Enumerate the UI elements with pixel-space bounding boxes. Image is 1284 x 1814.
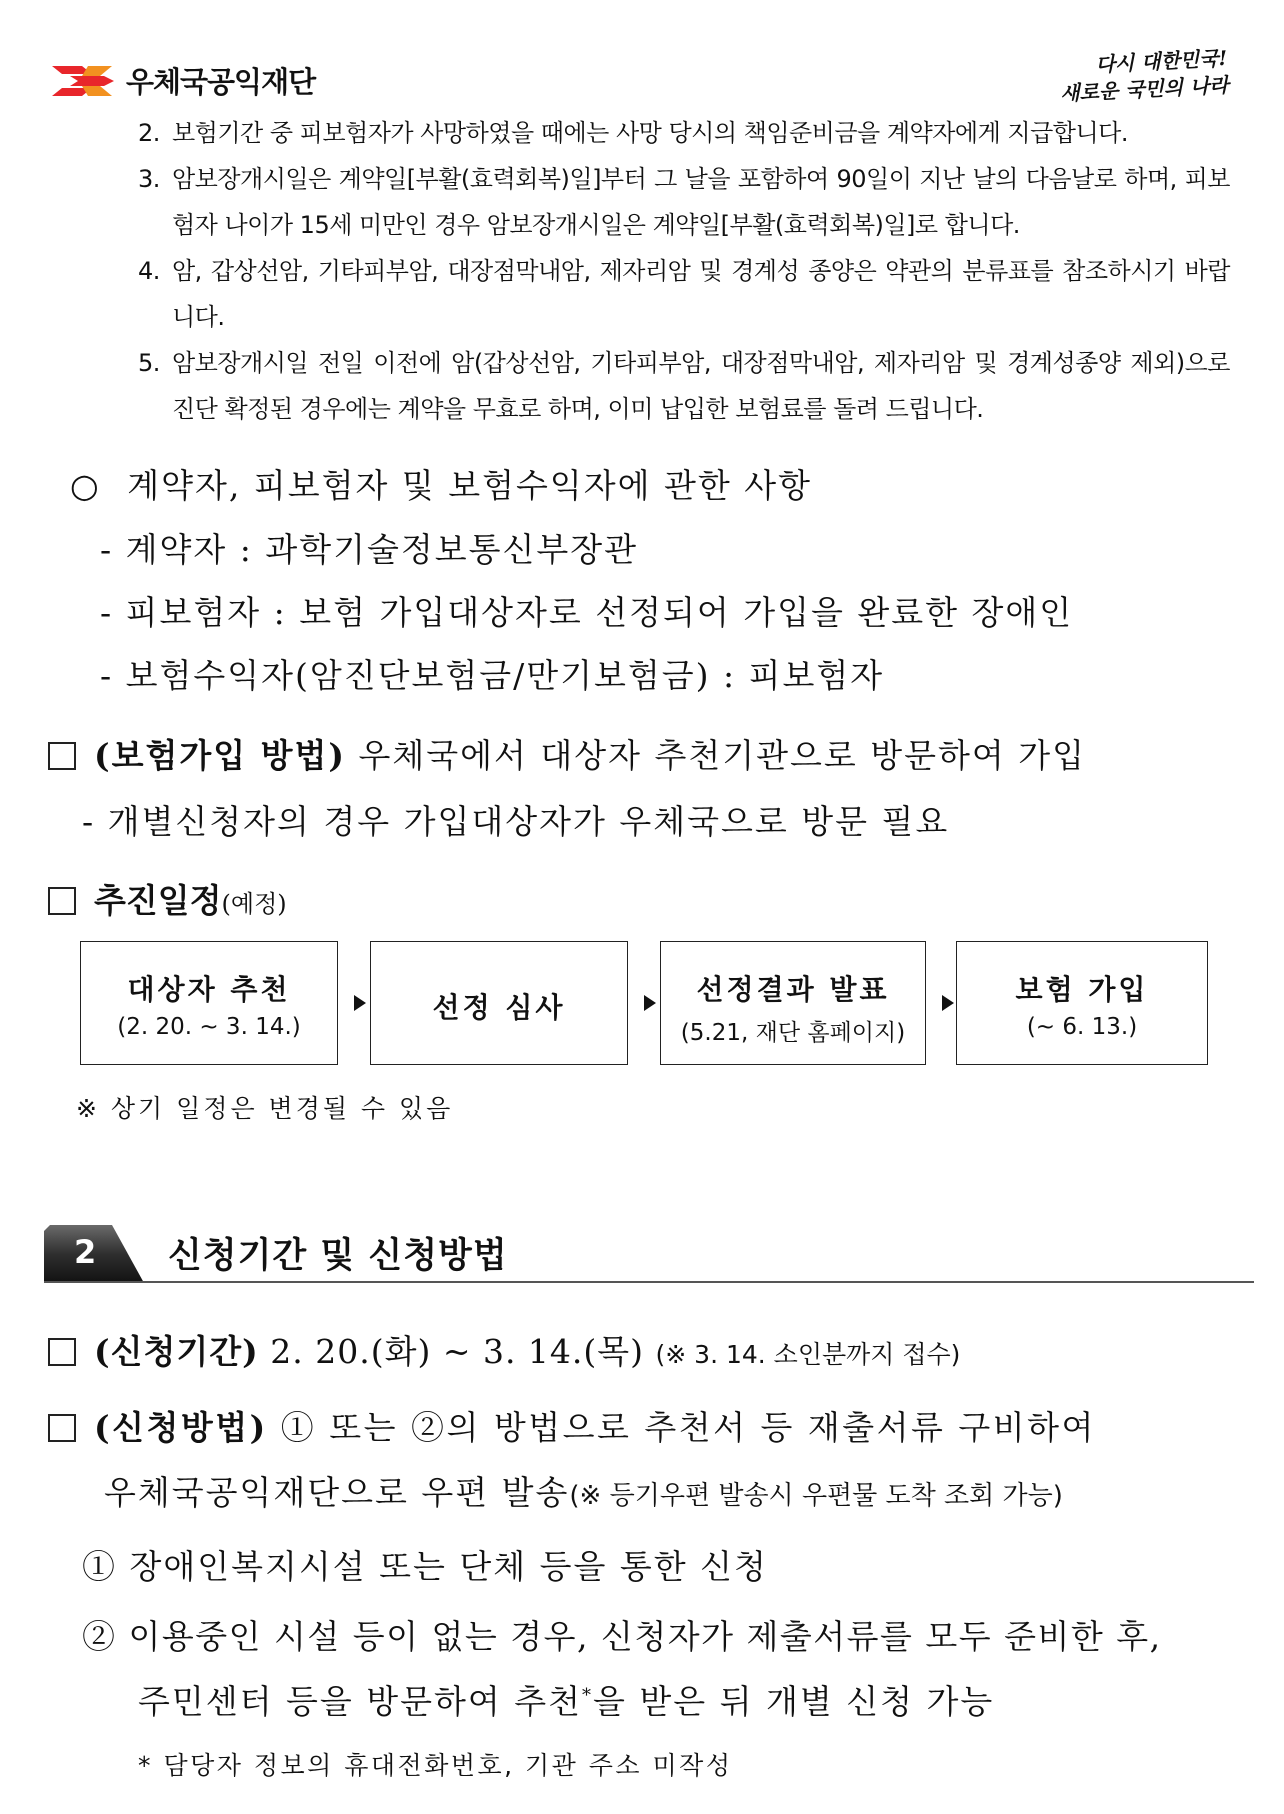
period-note: (※ 3. 14. 소인분까지 접수) — [655, 1340, 961, 1369]
circle-bullet: ○ — [70, 466, 101, 505]
flow-step-title: 보험 가입 — [1015, 973, 1149, 1006]
flow-step-title: 선정 심사 — [432, 991, 566, 1024]
schedule-label-sub: (예정) — [221, 890, 287, 918]
schedule-heading — [48, 875, 287, 922]
checkbox-icon — [48, 887, 76, 915]
option-2-text-b: 을 받은 뒤 개별 신청 가능 — [593, 1682, 995, 1721]
flow-step-title: 선정결과 발표 — [696, 973, 890, 1006]
slogan-line-1: 다시 대한민국! — [1095, 45, 1228, 77]
footnote: * 담당자 정보의 휴대전화번호, 기관 주소 미작성 — [138, 1751, 733, 1780]
flow-step-date: (~ 6. 13.) — [1026, 1014, 1138, 1040]
checkbox-icon — [48, 1414, 76, 1442]
option-1: ① 장애인복지시설 또는 단체 등을 통한 신청 — [82, 1547, 768, 1586]
method-item — [48, 730, 1086, 777]
flow-step-date: (2. 20. ~ 3. 14.) — [117, 1014, 301, 1040]
parties-heading-text: 계약자, 피보험자 및 보험수익자에 관한 사항 — [127, 466, 813, 505]
page-header — [0, 0, 1284, 110]
note-text: 암보장개시일 전일 이전에 암(갑상선암, 기타피부암, 대장점막내암, 제자리암 및 경계성종양 제외)으로 진단 확정된 경우에는 계약을 무효로 하며, 이미 납입한 보험료를 돌려 드립니다. — [172, 349, 1230, 423]
schedule-note: ※ 상기 일정은 변경될 수 있음 — [76, 1094, 454, 1123]
flow-step-review — [370, 941, 628, 1065]
contractor-line: - 계약자 : 과학기술정보통신부장관 — [100, 530, 639, 569]
insured-line: - 피보험자 : 보험 가입대상자로 선정되어 가입을 완료한 장애인 — [100, 593, 1074, 632]
note-number: 5. — [138, 349, 160, 377]
apply-line2 — [104, 1467, 1063, 1514]
checkbox-icon — [48, 1338, 76, 1366]
option-2-text-a: 주민센터 등을 방문하여 추천 — [138, 1682, 583, 1721]
note-number: 3. — [138, 165, 160, 193]
option-2-line-2 — [138, 1676, 994, 1723]
section-number: 2 — [74, 1233, 97, 1271]
method-sub: - 개별신청자의 경우 가입대상자가 우체국으로 방문 필요 — [82, 802, 950, 841]
insurance-notes — [138, 110, 1230, 432]
flow-step-title: 대상자 추천 — [127, 973, 291, 1006]
apply-item — [48, 1402, 1096, 1449]
logo-text: 우체국공익재단 — [126, 65, 316, 99]
option-2-line-1: ② 이용중인 시설 등이 없는 경우, 신청자가 제출서류를 모두 준비한 후, — [82, 1617, 1162, 1656]
note-item — [138, 110, 1230, 156]
section-title: 신청기간 및 신청방법 — [168, 1236, 508, 1276]
apply-line2-note: (※ 등기우편 발송시 우편물 도착 조회 가능) — [569, 1481, 1063, 1511]
note-number: 2. — [138, 119, 160, 147]
flow-step-date: (5.21, 재단 홈페이지) — [680, 1020, 906, 1046]
checkbox-icon — [48, 742, 76, 770]
apply-text: ① 또는 ②의 방법으로 추천서 등 재출서류 구비하여 — [267, 1408, 1096, 1447]
apply-label: (신청방법) — [94, 1408, 268, 1447]
foundation-logo — [52, 60, 315, 101]
slogan-line-2: 새로운 국민의 나라 — [1059, 72, 1230, 106]
arrow-right-icon — [644, 995, 656, 1011]
note-text: 암, 갑상선암, 기타피부암, 대장점막내암, 제자리암 및 경계성 종양은 약관의 분류표를 참조하시기 바랍니다. — [172, 257, 1230, 331]
note-item — [138, 248, 1230, 340]
note-text: 보험기간 중 피보험자가 사망하였을 때에는 사망 당시의 책임준비금을 계약자에게 지급합니다. — [172, 119, 1128, 147]
beneficiary-line: - 보험수익자(암진단보험금/만기보험금) : 피보험자 — [100, 656, 885, 695]
method-text: 우체국에서 대상자 추천기관으로 방문하여 가입 — [345, 736, 1086, 775]
flow-step-announce — [660, 941, 926, 1065]
period-item — [48, 1326, 960, 1373]
note-text: 암보장개시일은 계약일[부활(효력회복)일]부터 그 날을 포함하여 90일이 지난 날의 다음날로 하며, 피보험자 나이가 15세 미만인 경우 암보장개시일은 계약일[부활(효력회복)일]로 합니다. — [172, 165, 1230, 239]
arrow-right-icon — [942, 995, 954, 1011]
arrow-right-icon — [354, 995, 366, 1011]
parties-heading — [70, 460, 812, 507]
note-item — [138, 156, 1230, 248]
slogan — [1027, 45, 1230, 109]
flow-step-recommend — [80, 941, 338, 1065]
period-label: (신청기간) — [94, 1332, 259, 1371]
postal-logo-icon — [52, 62, 122, 100]
flow-step-enroll — [956, 941, 1208, 1065]
schedule-label: 추진일정 — [94, 881, 222, 920]
section-divider — [44, 1281, 1254, 1283]
note-item — [138, 340, 1230, 432]
footnote-marker: * — [582, 1685, 594, 1706]
apply-line2-text: 우체국공익재단으로 우편 발송 — [104, 1473, 570, 1512]
method-label: (보험가입 방법) — [94, 736, 346, 775]
period-text: 2. 20.(화) ~ 3. 14.(목) — [258, 1332, 656, 1371]
note-number: 4. — [138, 257, 160, 285]
